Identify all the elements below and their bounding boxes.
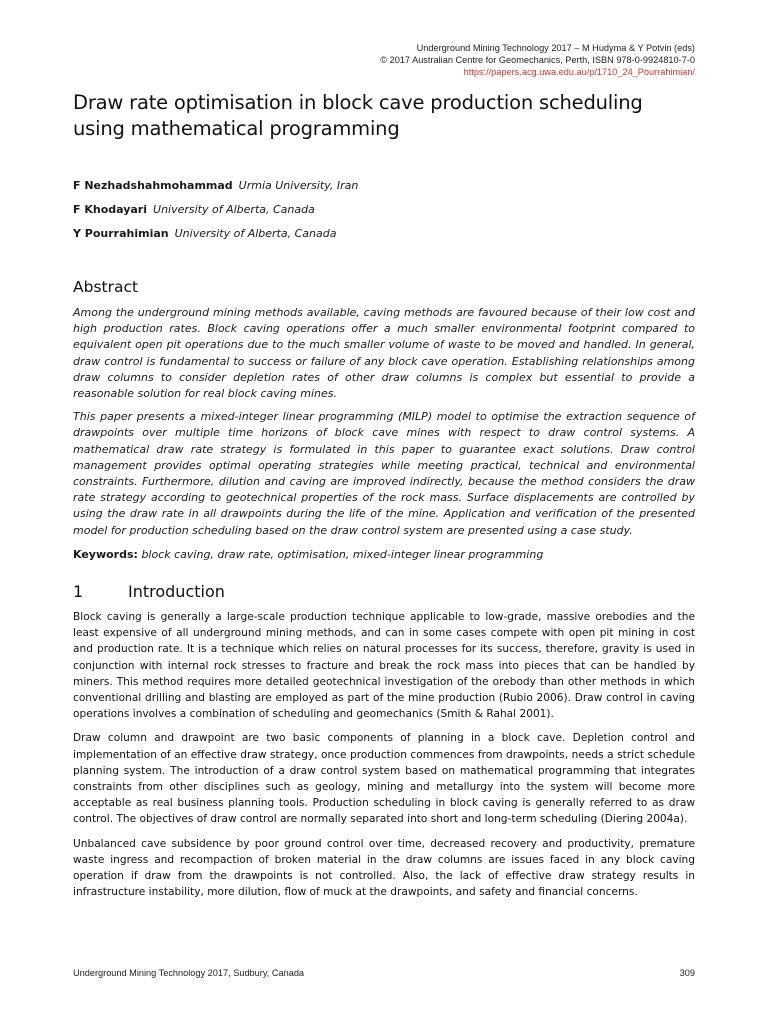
running-header xyxy=(380,42,695,78)
running-footer xyxy=(73,968,695,978)
author-name: F Nezhadshahmohammad xyxy=(73,179,233,192)
introduction-heading xyxy=(73,582,225,601)
paper-title: Draw rate optimisation in block cave production scheduling using mathematical programming xyxy=(73,91,643,140)
author-affiliation: University of Alberta, Canada xyxy=(153,203,315,216)
author-entry xyxy=(73,198,695,222)
footer-conference: Underground Mining Technology 2017, Sudbury, Canada xyxy=(73,968,305,978)
author-name: F Khodayari xyxy=(73,203,148,216)
keywords-label: Keywords: xyxy=(73,548,138,561)
body-paragraph: Draw column and drawpoint are two basic components of planning in a block cave. Depletion control and implementation of an effective draw strategy, once production commences from drawpoints, needs a strict schedule planning system. The introduction of a draw control system based on mathematical programming that integrates constraints from other disciplines such as geology, mining and metallurgy into the system will become more acceptable as real business planning tools. Production scheduling in block caving is generally referred to as draw control. The objectives of draw control are normally separated into short and long-term scheduling (Diering 2004a). xyxy=(73,732,695,826)
header-copyright: © 2017 Australian Centre for Geomechanics, Perth, ISBN 978-0-9924810-7-0 xyxy=(380,55,695,65)
abstract-body xyxy=(73,305,695,546)
abstract-paragraph: Among the underground mining methods available, caving methods are favoured because of their low cost and high production rates. Block caving operations offer a much smaller environmental footprint compared to equivalent open pit operations due to the much smaller volume of waste to be moved and handled. In general, draw control is fundamental to success or failure of any block cave operation. Establishing relationships among draw columns to consider depletion rates of other draw columns is complex but essential to provide a reasonable solution for real block caving mines. xyxy=(73,306,695,401)
section-title: Introduction xyxy=(128,582,225,601)
abstract-heading: Abstract xyxy=(73,278,139,296)
keywords-value: block caving, draw rate, optimisation, mixed-integer linear programming xyxy=(141,548,544,561)
header-url-link[interactable]: https://papers.acg.uwa.edu.au/p/1710_24_Pourrahimian/ xyxy=(463,67,695,77)
page-number: 309 xyxy=(679,968,695,978)
section-number: 1 xyxy=(73,582,84,601)
introduction-body xyxy=(73,609,695,908)
author-affiliation: University of Alberta, Canada xyxy=(174,227,337,240)
body-paragraph: Unbalanced cave subsidence by poor ground control over time, decreased recovery and productivity, premature waste ingress and recompaction of broken material in the draw columns are issues faced in any block caving operation if draw from the drawpoints is not controlled. Also, the lack of effective draw strategy results in infrastructure instability, more dilution, flow of muck at the drawpoints, and safety and financial concerns. xyxy=(73,837,695,899)
abstract-paragraph: This paper presents a mixed-integer linear programming (MILP) model to optimise the extraction sequence of drawpoints over multiple time horizons of block cave mines with respect to draw control systems. A mathematical draw rate strategy is formulated in this paper to guarantee exact solutions. Draw control management provides optimal operating strategies while meeting practical, technical and environmental constraints. Furthermore, dilution and caving are improved indirectly, because the method considers the draw rate strategy according to geotechnical properties of the rock mass. Surface displacements are controlled by using the draw rate in all drawpoints during the life of the mine. Application and verification of the presented model for production scheduling based on the draw control system are presented using a case study. xyxy=(73,410,695,537)
body-paragraph: Block caving is generally a large-scale production technique applicable to low-grade, massive orebodies and the least expensive of all underground mining methods, and can in some cases compete with open pit mining in cost and production rate. It is a technique which relies on natural processes for its success, therefore, gravity is used in conjunction with internal rock stresses to fracture and break the rock mass into pieces that can be handled by miners. This method requires more detailed geotechnical investigation of the orebody than other methods in which conventional drilling and blasting are employed as part of the mine production (Rubio 2006). Draw control in caving operations involves a combination of scheduling and geomechanics (Smith & Rahal 2001). xyxy=(73,611,695,721)
author-affiliation: Urmia University, Iran xyxy=(238,179,359,192)
header-proceedings: Underground Mining Technology 2017 – M Hudyma & Y Potvin (eds) xyxy=(416,43,695,53)
author-entry xyxy=(73,174,695,198)
keywords xyxy=(73,548,695,561)
author-entry xyxy=(73,222,695,246)
author-name: Y Pourrahimian xyxy=(73,227,169,240)
author-list xyxy=(73,174,695,246)
